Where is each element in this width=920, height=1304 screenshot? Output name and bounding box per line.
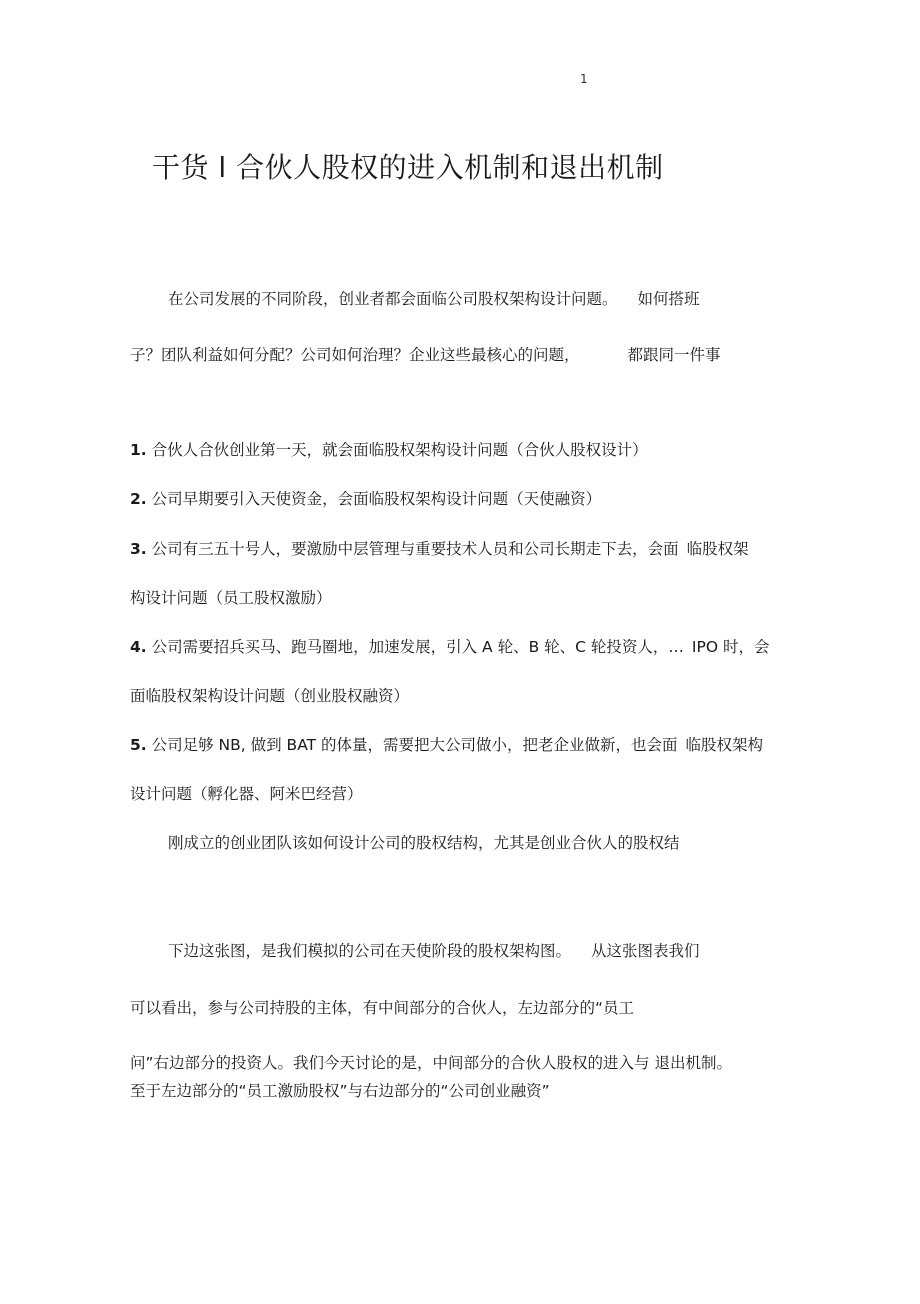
list-item-5-text-a: 公司足够 NB, 做到 BAT 的体量，需要把大公司做小，把老企业做新，也会面 (151, 736, 678, 754)
intro-line-2-text-a: 子？团队利益如何分配？公司如何治理？企业这些最核心的问题， (130, 346, 580, 364)
list-item-4-line-1 (130, 636, 769, 658)
list-item-5-line-1 (130, 734, 763, 756)
paragraph-3-line-3 (130, 1052, 732, 1074)
list-item-3-number: 3. (130, 540, 147, 558)
list-item-4-text-b: IPO 时，会 (691, 638, 770, 656)
paragraph-3-line-2 (130, 997, 634, 1019)
intro-line-2-text-b: 都跟同一件事 (627, 346, 721, 364)
paragraph-2-text: 刚成立的创业团队该如何设计公司的股权结构，尤其是创业合伙人的股权结 (168, 834, 680, 852)
paragraph-3-line-1-text-b: 从这张图表我们 (591, 942, 700, 960)
intro-line-1-text-a: 在公司发展的不同阶段，创业者都会面临公司股权架构设计问题。 (168, 290, 618, 308)
list-item-5-text-c: 设计问题（孵化器、阿米巴经营） (130, 785, 363, 803)
list-item-5-line-2 (130, 783, 363, 805)
list-item-4-text-a: 公司需要招兵买马、跑马圈地，加速发展，引入 A 轮、B 轮、C 轮投资人，… (151, 638, 684, 656)
list-item-2 (130, 488, 601, 510)
paragraph-3-line-4-text: 至于左边部分的“员工激励股权”与右边部分的“公司创业融资” (130, 1082, 550, 1100)
list-item-3-line-2 (130, 587, 332, 609)
paragraph-3-line-4 (130, 1080, 550, 1102)
list-item-2-text: 公司早期要引入天使资金，会面临股权架构设计问题（天使融资） (151, 490, 602, 508)
list-item-5-number: 5. (130, 736, 147, 754)
list-item-4-text-c: 面临股权架构设计问题（创业股权融资） (130, 687, 410, 705)
article-title: 干货 l 合伙人股权的进入机制和退出机制 (152, 151, 664, 184)
paragraph-3-line-1 (168, 940, 700, 962)
intro-line-2 (130, 344, 721, 366)
paragraph-3-line-2-text: 可以看出，参与公司持股的主体，有中间部分的合伙人，左边部分的“员工 (130, 999, 635, 1017)
paragraph-3-line-3-text: 问”右边部分的投资人。我们今天讨论的是，中间部分的合伙人股权的进入与 退出机制。 (130, 1054, 732, 1072)
intro-line-1 (168, 288, 700, 310)
list-item-5-text-b: 临股权架构 (685, 736, 764, 754)
list-item-1-number: 1. (130, 441, 147, 459)
list-item-2-number: 2. (130, 490, 147, 508)
list-item-4-number: 4. (130, 638, 147, 656)
list-item-1-text: 合伙人合伙创业第一天，就会面临股权架构设计问题（合伙人股权设计） (151, 441, 648, 459)
list-item-3-text-a: 公司有三五十号人，要激励中层管理与重要技术人员和公司长期走下去，会面 (151, 540, 679, 558)
list-item-3-line-1 (130, 538, 749, 560)
intro-line-1-text-b: 如何搭班 (637, 290, 700, 308)
paragraph-3-line-1-text-a: 下边这张图，是我们模拟的公司在天使阶段的股权架构图。 (168, 942, 572, 960)
list-item-1 (130, 439, 648, 461)
list-item-4-line-2 (130, 685, 409, 707)
page-number: 1 (580, 72, 588, 86)
list-item-3-text-c: 构设计问题（员工股权激励） (130, 589, 332, 607)
list-item-3-text-b: 临股权架 (686, 540, 749, 558)
paragraph-2 (168, 832, 680, 854)
